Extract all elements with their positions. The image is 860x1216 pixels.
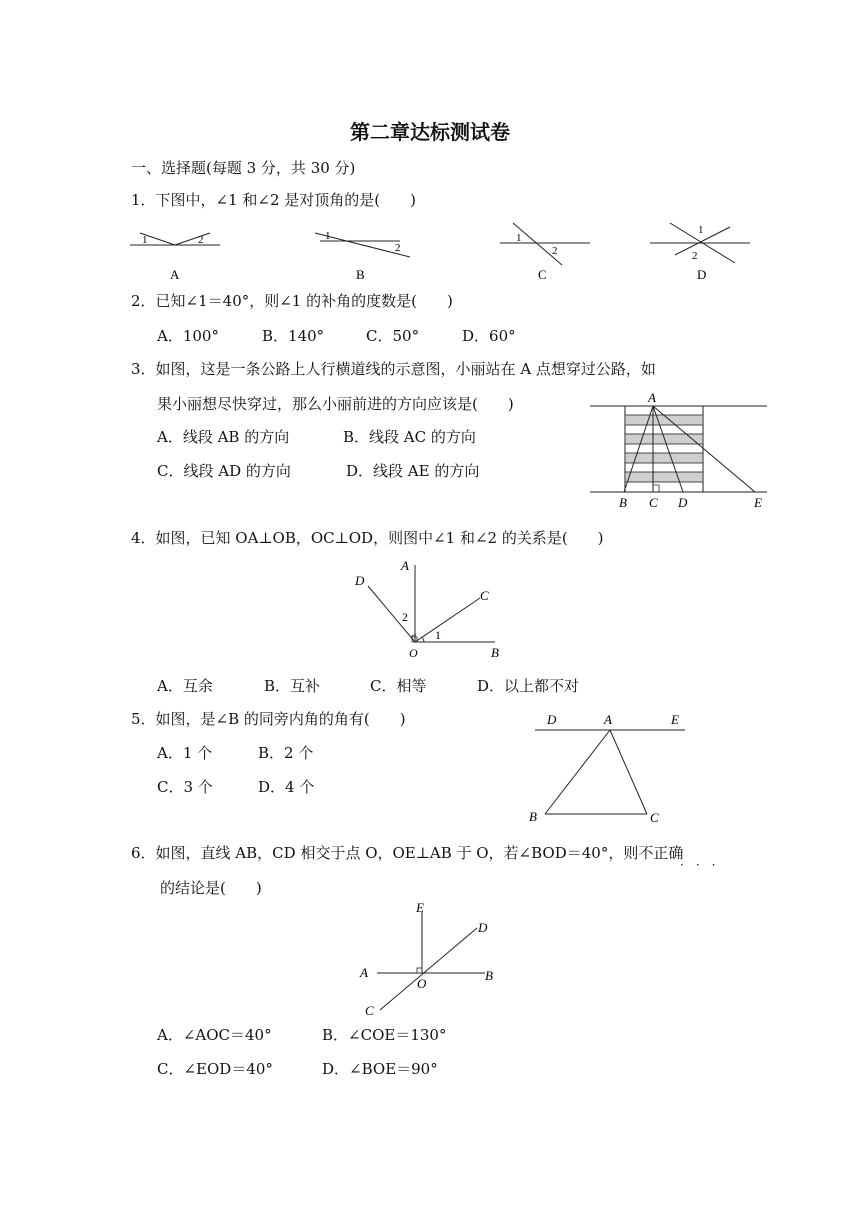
- q4-option-d: D．以上都不对: [477, 677, 580, 695]
- q6-option-c: C．∠EOD＝40°: [157, 1060, 273, 1078]
- q5-label-c: C: [650, 810, 659, 825]
- q1-label-a: A: [170, 267, 180, 282]
- q6-figure: [355, 898, 505, 1018]
- question-2-stem: 2．已知∠1＝40°，则∠1 的补角的度数是( ): [131, 292, 453, 310]
- q3-option-d: D．线段 AE 的方向: [346, 462, 480, 480]
- q4-label-d: D: [355, 573, 365, 588]
- q1d-angle-1: 1: [698, 224, 704, 236]
- page-title: 第二章达标测试卷: [350, 120, 510, 144]
- q1-figures: [120, 215, 760, 285]
- question-6-stem-line1: 6．如图，直线 AB，CD 相交于点 O，OE⊥AB 于 O，若∠BOD＝40°，则不正确: [131, 844, 684, 862]
- q2-option-b: B．140°: [262, 327, 325, 345]
- q4-label-b: B: [491, 645, 499, 660]
- q3-label-d: D: [678, 495, 688, 510]
- q1-label-d: D: [697, 267, 707, 282]
- q1-label-b: B: [356, 267, 365, 282]
- q6-label-b: B: [485, 968, 493, 983]
- q6-option-d: D．∠BOE＝90°: [322, 1060, 438, 1078]
- q1d-angle-2: 2: [692, 250, 698, 262]
- q1-figure-c: [500, 223, 590, 282]
- q1-label-c: C: [538, 267, 547, 282]
- q6-label-e: E: [416, 900, 424, 915]
- q1c-angle-2: 2: [552, 245, 558, 257]
- q5-triangle-figure: [525, 708, 695, 828]
- question-3-stem-line1: 3．如图，这是一条公路上人行横道线的示意图，小丽站在 A 点想穿过公路，如: [131, 360, 656, 378]
- question-4-stem: 4．如图，已知 OA⊥OB，OC⊥OD，则图中∠1 和∠2 的关系是( ): [131, 529, 604, 547]
- q1b-angle-2: 2: [395, 242, 401, 254]
- question-6-stem-line2: 的结论是( ): [160, 879, 262, 897]
- q2-option-c: C．50°: [366, 327, 420, 345]
- q1-figure-b: [315, 230, 410, 282]
- q1-figure-a: [130, 233, 220, 282]
- q2-option-a: A．100°: [157, 327, 219, 345]
- q4-option-c: C．相等: [370, 677, 427, 695]
- q4-label-a: A: [401, 558, 409, 573]
- q1b-angle-1: 1: [325, 230, 331, 242]
- question-1-stem: 1．下图中，∠1 和∠2 是对顶角的是( ): [131, 191, 417, 209]
- q4-angle-2: 2: [402, 610, 408, 624]
- q6-option-b: B．∠COE＝130°: [322, 1026, 447, 1044]
- q3-label-a: A: [648, 390, 656, 405]
- q5-option-a: A．1 个: [157, 744, 213, 762]
- q4-angle-1: 1: [435, 628, 441, 642]
- q6-label-c: C: [365, 1003, 374, 1018]
- q6-label-o: O: [417, 976, 427, 991]
- q4-label-c: C: [480, 588, 489, 603]
- q4-figure: [350, 555, 510, 660]
- q6-option-a: A．∠AOC＝40°: [157, 1026, 272, 1044]
- q4-option-b: B．互补: [264, 677, 321, 695]
- q3-option-b: B．线段 AC 的方向: [343, 428, 476, 446]
- q6-label-a: A: [360, 965, 368, 980]
- q5-label-b: B: [529, 809, 537, 824]
- q1-figure-d: [650, 223, 750, 282]
- question-3-stem-line2: 果小丽想尽快穿过，那么小丽前进的方向应该是( ): [157, 395, 514, 413]
- q3-label-c: C: [649, 495, 658, 510]
- q3-option-a: A．线段 AB 的方向: [157, 428, 290, 446]
- q5-option-d: D．4 个: [258, 778, 315, 796]
- q3-crosswalk-figure: [585, 388, 770, 513]
- q5-label-d: D: [547, 712, 557, 727]
- q1a-angle-1: 1: [142, 234, 148, 246]
- q6-emphasis-dots: ···: [680, 858, 728, 872]
- q3-option-c: C．线段 AD 的方向: [157, 462, 291, 480]
- q1a-angle-2: 2: [198, 234, 204, 246]
- q3-label-e: E: [754, 495, 762, 510]
- question-5-stem: 5．如图，是∠B 的同旁内角的角有( ): [131, 710, 406, 728]
- q4-option-a: A．互余: [157, 677, 213, 695]
- q1c-angle-1: 1: [516, 232, 522, 244]
- q5-option-b: B．2 个: [258, 744, 314, 762]
- q6-label-d: D: [478, 920, 488, 935]
- q5-label-e: E: [671, 712, 679, 727]
- q4-label-o: O: [409, 646, 418, 660]
- section-heading: 一、选择题(每题 3 分，共 30 分): [131, 159, 356, 177]
- q3-label-b: B: [619, 495, 627, 510]
- q5-label-a: A: [604, 712, 612, 727]
- q5-option-c: C．3 个: [157, 778, 213, 796]
- q2-option-d: D．60°: [462, 327, 516, 345]
